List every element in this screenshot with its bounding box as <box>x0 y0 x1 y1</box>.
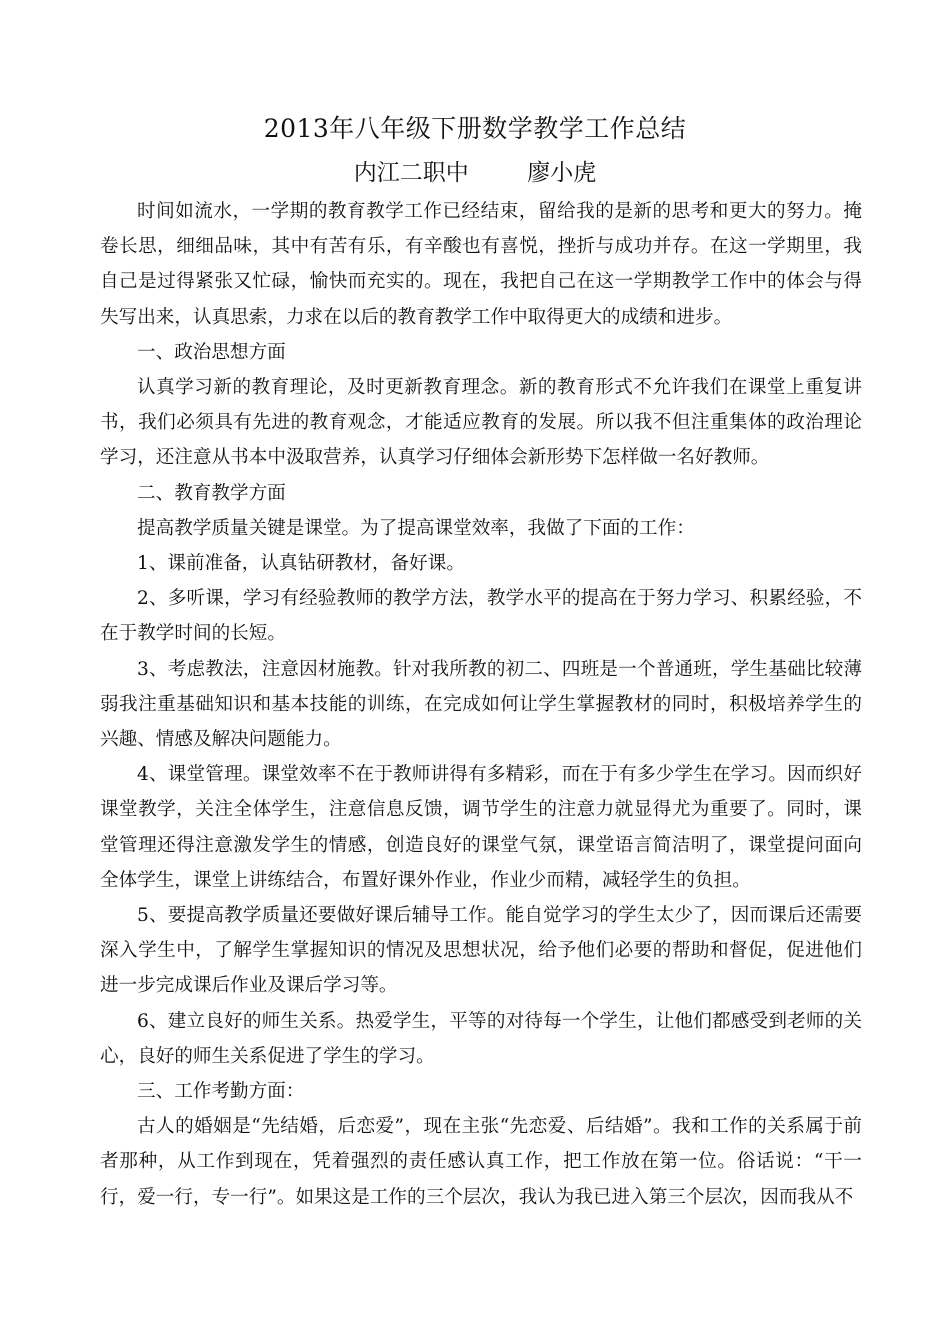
paragraph-teaching-intro: 提高教学质量关键是课堂。为了提高课堂效率，我做了下面的工作： <box>137 517 695 539</box>
paragraph-political: 认真学习新的教育理论，及时更新教育理念。新的教育形式不允许我们在课堂上重复讲书，我们必须具有先进的教育观念，才能适应教育的发展。所以我不但注重集体的政治理论学习，还注意从书本中汲取营养，认真学习仔细体会新形势下怎样做一名好教师。 <box>100 377 862 469</box>
list-item-6: 6、建立良好的师生关系。热爱学生，平等的对待每一个学生，让他们都感受到老师的关心，良好的师生关系促进了学生的学习。 <box>100 1010 862 1067</box>
section-heading-attendance: 三、工作考勤方面： <box>137 1081 305 1103</box>
paragraph-attendance: 古人的婚姻是“先结婚，后恋爱”，现在主张“先恋爱、后结婚”。我和工作的关系属于前者那种，从工作到现在，凭着强烈的责任感认真工作，把工作放在第一位。俗话说：“干一行，爱一行，专一行”。如果这是工作的三个层次，我认为我已进入第三个层次，因而我从不 <box>100 1116 862 1208</box>
list-item-3: 3、考虑教法，注意因材施教。针对我所教的初二、四班是一个普通班，学生基础比较薄弱我注重基础知识和基本技能的训练，在完成如何让学生掌握教材的同时，积极培养学生的兴趣、情感及解决问题能力。 <box>100 658 862 751</box>
list-item-4: 4、课堂管理。课堂效率不在于教师讲得有多精彩，而在于有多少学生在学习。因而织好课堂教学，关注全体学生，注意信息反馈，调节学生的注意力就显得尤为重要了。同时，课堂管理还得注意激发学生的情感，创造良好的课堂气氛，课堂语言简洁明了，课堂提问面向全体学生，课堂上讲练结合，布置好课外作业，作业少而精，减轻学生的负担。 <box>100 764 862 891</box>
list-item-1: 1、课前准备，认真钻研教材，备好课。 <box>137 553 465 575</box>
document-body <box>100 194 862 1215</box>
section-heading-political: 一、政治思想方面 <box>137 341 286 363</box>
paragraph-intro: 时间如流水，一学期的教育教学工作已经结束，留给我的是新的思考和更大的努力。掩卷长思，细细品味，其中有苦有乐，有辛酸也有喜悦，挫折与成功并存。在这一学期里，我自己是过得紧张又忙碌，愉快而充实的。现在，我把自己在这一学期教学工作中的体会与得失写出来，认真思索，力求在以后的教育教学工作中取得更大的成绩和进步。 <box>100 201 862 328</box>
section-heading-teaching: 二、教育教学方面 <box>137 482 286 504</box>
author-line: 内江二职中 廖小虎 <box>353 160 597 186</box>
list-item-5: 5、要提高教学质量还要做好课后辅导工作。能自觉学习的学生太少了，因而课后还需要深入学生中，了解学生掌握知识的情况及思想状况，给予他们必要的帮助和督促，促进他们进一步完成课后作业及课后学习等。 <box>100 905 862 997</box>
document-title: 2013年八年级下册数学教学工作总结 <box>263 114 687 143</box>
list-item-2: 2、多听课，学习有经验教师的教学方法，教学水平的提高在于努力学习、积累经验，不在于教学时间的长短。 <box>100 588 862 645</box>
